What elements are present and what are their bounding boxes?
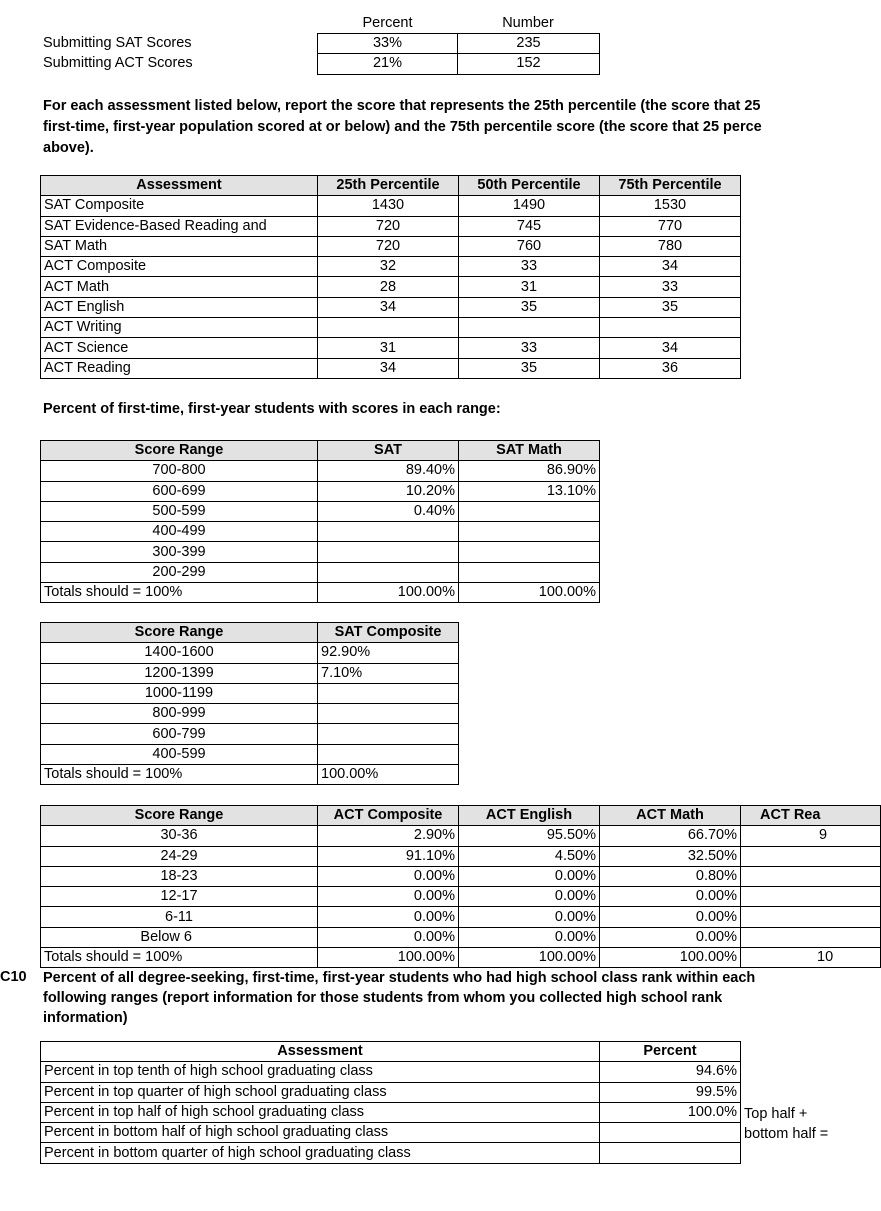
table-row: [41, 643, 459, 663]
row-label: Percent in top tenth of high school graduating class: [41, 1062, 600, 1082]
sat-ranges-table: [40, 440, 600, 603]
cell: 1430: [318, 196, 459, 216]
header-score-range: Score Range: [41, 806, 318, 826]
header-25th: 25th Percentile: [318, 176, 459, 196]
table-row: [41, 461, 600, 481]
cell: [741, 846, 881, 866]
cell: 13.10%: [459, 481, 600, 501]
row-label: SAT Composite: [41, 196, 318, 216]
act-ranges-table: [40, 805, 881, 968]
header-score-range: Score Range: [41, 623, 318, 643]
row-label: 6-11: [41, 907, 318, 927]
totals-row: [41, 948, 881, 968]
row-label: ACT Composite: [41, 257, 318, 277]
submission-table: [317, 33, 600, 75]
cell: [600, 1123, 741, 1143]
cell: 32.50%: [600, 846, 741, 866]
header-act-composite: ACT Composite: [318, 806, 459, 826]
totals-row: [41, 583, 600, 603]
class-rank-table: [40, 1041, 741, 1164]
cell: 780: [600, 236, 741, 256]
cell: 100.0%: [600, 1102, 741, 1122]
cell: [741, 866, 881, 886]
cell: 0.00%: [318, 907, 459, 927]
ranges-heading: Percent of first-time, first-year students with scores in each range:: [43, 401, 501, 417]
header-act-math: ACT Math: [600, 806, 741, 826]
cell: [318, 542, 459, 562]
header-sat-composite: SAT Composite: [318, 623, 459, 643]
submission-sat-percent: 33%: [318, 34, 458, 54]
cell: 10.20%: [318, 481, 459, 501]
row-label: Percent in top half of high school graduating class: [41, 1102, 600, 1122]
cell: 89.40%: [318, 461, 459, 481]
cell: 0.40%: [318, 501, 459, 521]
row-label: 1200-1399: [41, 663, 318, 683]
header-sat-math: SAT Math: [459, 441, 600, 461]
table-row: [41, 1102, 741, 1122]
cell: [318, 522, 459, 542]
table-row: [41, 318, 741, 338]
table-row: [41, 1123, 741, 1143]
table-row: [41, 887, 881, 907]
row-label: Below 6: [41, 927, 318, 947]
cell: 9: [741, 826, 881, 846]
cell: 36: [600, 358, 741, 378]
row-label: SAT Evidence-Based Reading and: [41, 216, 318, 236]
cell: 35: [459, 358, 600, 378]
table-header-row: [41, 441, 600, 461]
cell: 100.00%: [459, 948, 600, 968]
class-rank-note-2: bottom half =: [744, 1126, 829, 1142]
cell: 0.00%: [459, 927, 600, 947]
row-label: ACT Math: [41, 277, 318, 297]
cell: 92.90%: [318, 643, 459, 663]
cell: [459, 562, 600, 582]
cell: [741, 927, 881, 947]
cell: [318, 562, 459, 582]
row-label: 1400-1600: [41, 643, 318, 663]
header-act-english: ACT English: [459, 806, 600, 826]
table-row: [41, 501, 600, 521]
row-label: Percent in bottom quarter of high school graduating class: [41, 1143, 600, 1163]
header-sat: SAT: [318, 441, 459, 461]
cell: 0.00%: [600, 907, 741, 927]
cell: [459, 501, 600, 521]
cell: 0.80%: [600, 866, 741, 886]
cell: 745: [459, 216, 600, 236]
row-label: 200-299: [41, 562, 318, 582]
table-row: [41, 683, 459, 703]
submission-act-number: 152: [458, 54, 600, 74]
submission-percent-header: Percent: [362, 15, 413, 31]
row-label: 24-29: [41, 846, 318, 866]
cell: [318, 318, 459, 338]
cell: 99.5%: [600, 1082, 741, 1102]
cell: 1490: [459, 196, 600, 216]
cell: 34: [318, 297, 459, 317]
table-row: [41, 744, 459, 764]
row-label: ACT Writing: [41, 318, 318, 338]
table-header-row: [41, 176, 741, 196]
cell: 100.00%: [318, 765, 459, 785]
cell: 1530: [600, 196, 741, 216]
c10-text: [43, 968, 755, 1028]
cell: 100.00%: [318, 948, 459, 968]
table-row: [318, 54, 600, 74]
table-row: [41, 236, 741, 256]
cell: 34: [600, 338, 741, 358]
instructions-text: [43, 96, 762, 159]
row-label: 300-399: [41, 542, 318, 562]
table-row: [41, 338, 741, 358]
table-row: [41, 358, 741, 378]
cell: 720: [318, 236, 459, 256]
cell: 31: [318, 338, 459, 358]
cell: 4.50%: [459, 846, 600, 866]
cell: [741, 907, 881, 927]
c10-line-2: following ranges (report information for those students from whom you collected high school rank: [43, 990, 723, 1006]
submission-sat-number: 235: [458, 34, 600, 54]
cell: 760: [459, 236, 600, 256]
row-label: 500-599: [41, 501, 318, 521]
row-label: ACT English: [41, 297, 318, 317]
table-row: [41, 927, 881, 947]
cell: 0.00%: [459, 866, 600, 886]
row-label: 800-999: [41, 704, 318, 724]
cell: 32: [318, 257, 459, 277]
cell: [741, 887, 881, 907]
cell: [318, 724, 459, 744]
sat-composite-ranges-table: [40, 622, 459, 785]
cell: 0.00%: [459, 907, 600, 927]
header-assessment: Assessment: [41, 1042, 600, 1062]
table-header-row: [41, 806, 881, 826]
totals-label: Totals should = 100%: [41, 948, 318, 968]
totals-label: Totals should = 100%: [41, 765, 318, 785]
table-row: [41, 1143, 741, 1163]
table-row: [41, 562, 600, 582]
row-label: 1000-1199: [41, 683, 318, 703]
cell: 91.10%: [318, 846, 459, 866]
cell: 35: [459, 297, 600, 317]
row-label: Percent in bottom half of high school graduating class: [41, 1123, 600, 1143]
table-row: [41, 277, 741, 297]
cell: 0.00%: [459, 887, 600, 907]
cell: 0.00%: [318, 866, 459, 886]
table-row: [41, 542, 600, 562]
cell: 10: [741, 948, 881, 968]
cell: 33: [459, 338, 600, 358]
cell: 0.00%: [600, 927, 741, 947]
cell: 100.00%: [600, 948, 741, 968]
c10-line-1: Percent of all degree-seeking, first-time, first-year students who had high school class rank within each: [43, 970, 756, 986]
row-label: 30-36: [41, 826, 318, 846]
cell: 33: [600, 277, 741, 297]
cell: 7.10%: [318, 663, 459, 683]
cell: [459, 522, 600, 542]
header-score-range: Score Range: [41, 441, 318, 461]
cell: [318, 704, 459, 724]
table-row: [41, 297, 741, 317]
c10-code: C10: [0, 969, 27, 985]
cell: 35: [600, 297, 741, 317]
row-label: 18-23: [41, 866, 318, 886]
row-label: 700-800: [41, 461, 318, 481]
cell: 66.70%: [600, 826, 741, 846]
cell: 720: [318, 216, 459, 236]
row-label: 400-499: [41, 522, 318, 542]
table-row: [41, 257, 741, 277]
cell: 100.00%: [318, 583, 459, 603]
table-row: [41, 216, 741, 236]
cell: 28: [318, 277, 459, 297]
cell: 0.00%: [318, 887, 459, 907]
row-label: SAT Math: [41, 236, 318, 256]
cell: 95.50%: [459, 826, 600, 846]
row-label: 12-17: [41, 887, 318, 907]
table-row: [41, 481, 600, 501]
cell: 94.6%: [600, 1062, 741, 1082]
header-percent: Percent: [600, 1042, 741, 1062]
cell: 31: [459, 277, 600, 297]
percentiles-table: [40, 175, 741, 379]
row-label: ACT Reading: [41, 358, 318, 378]
cell: [600, 318, 741, 338]
table-row: [41, 196, 741, 216]
cell: [459, 318, 600, 338]
table-row: [41, 724, 459, 744]
header-75th: 75th Percentile: [600, 176, 741, 196]
table-row: [41, 907, 881, 927]
cell: 34: [600, 257, 741, 277]
cell: [318, 683, 459, 703]
table-row: [41, 826, 881, 846]
submission-act-label: Submitting ACT Scores: [43, 55, 193, 71]
class-rank-note-1: Top half +: [744, 1106, 808, 1122]
submission-sat-label: Submitting SAT Scores: [43, 35, 192, 51]
row-label: 600-699: [41, 481, 318, 501]
cell: 100.00%: [459, 583, 600, 603]
submission-number-header: Number: [502, 15, 554, 31]
table-header-row: [41, 1042, 741, 1062]
table-row: [41, 704, 459, 724]
cell: 2.90%: [318, 826, 459, 846]
table-row: [41, 1062, 741, 1082]
totals-row: [41, 765, 459, 785]
cell: 34: [318, 358, 459, 378]
cell: 770: [600, 216, 741, 236]
header-act-reading: ACT Rea: [741, 806, 881, 826]
table-row: [41, 663, 459, 683]
row-label: 400-599: [41, 744, 318, 764]
table-row: [41, 1082, 741, 1102]
instructions-line-2: first-time, first-year population scored at or below) and the 75th percentile score (the score that 25 perce: [43, 119, 762, 135]
instructions-line-1: For each assessment listed below, report the score that represents the 25th percentile (the score that 25: [43, 98, 761, 114]
header-50th: 50th Percentile: [459, 176, 600, 196]
cell: 86.90%: [459, 461, 600, 481]
row-label: Percent in top quarter of high school graduating class: [41, 1082, 600, 1102]
totals-label: Totals should = 100%: [41, 583, 318, 603]
cell: [459, 542, 600, 562]
table-row: [41, 846, 881, 866]
c10-line-3: information): [43, 1010, 128, 1026]
header-assessment: Assessment: [41, 176, 318, 196]
table-row: [41, 866, 881, 886]
cell: 0.00%: [600, 887, 741, 907]
table-header-row: [41, 623, 459, 643]
table-row: [318, 34, 600, 54]
cell: 0.00%: [318, 927, 459, 947]
row-label: 600-799: [41, 724, 318, 744]
cell: [318, 744, 459, 764]
cell: [600, 1143, 741, 1163]
submission-act-percent: 21%: [318, 54, 458, 74]
instructions-line-3: above).: [43, 140, 94, 156]
cell: 33: [459, 257, 600, 277]
row-label: ACT Science: [41, 338, 318, 358]
table-row: [41, 522, 600, 542]
